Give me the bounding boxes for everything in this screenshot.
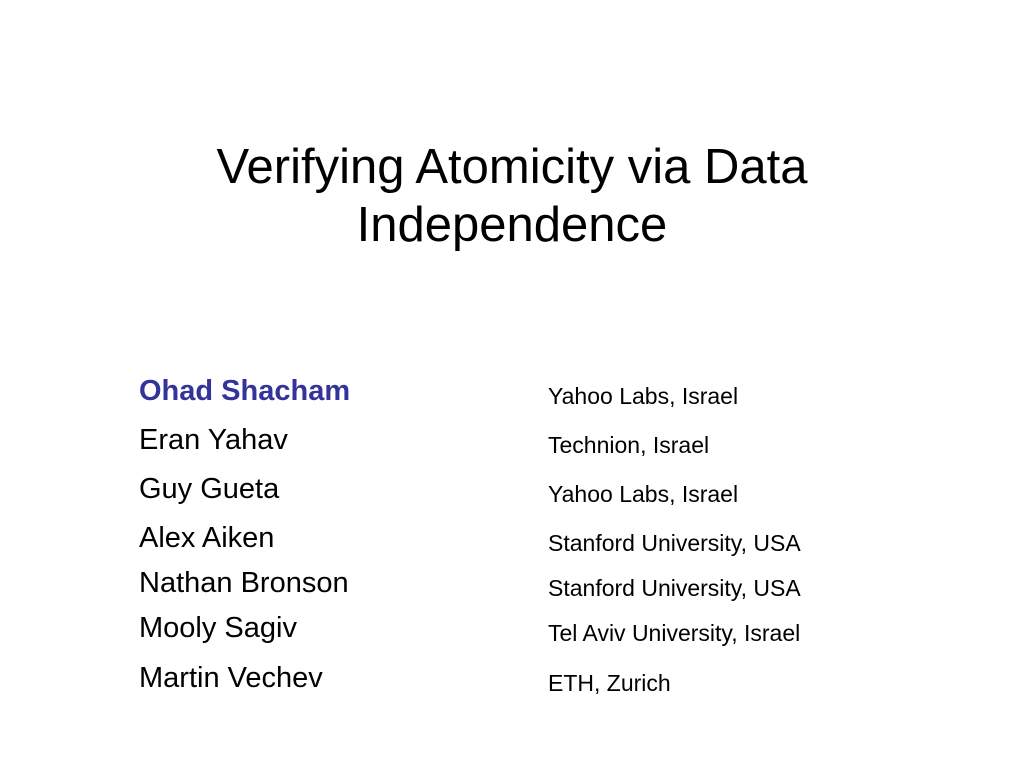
title-line-1: Verifying Atomicity via Data <box>216 140 808 194</box>
author-affiliation: Stanford University, USA <box>548 575 801 601</box>
author-row <box>139 566 899 606</box>
author-row <box>139 472 899 512</box>
author-affiliation: Stanford University, USA <box>548 530 801 556</box>
author-name: Alex Aiken <box>139 522 275 554</box>
author-row <box>139 611 899 651</box>
author-name: Nathan Bronson <box>139 567 349 599</box>
author-name: Eran Yahav <box>139 424 288 456</box>
author-affiliation: ETH, Zurich <box>548 670 671 696</box>
author-row <box>139 521 899 561</box>
author-list <box>139 0 899 768</box>
author-name: Ohad Shacham <box>139 375 351 407</box>
title-line-2: Independence <box>356 198 668 252</box>
author-affiliation: Yahoo Labs, Israel <box>548 383 739 409</box>
author-affiliation: Tel Aviv University, Israel <box>548 620 801 646</box>
author-affiliation: Technion, Israel <box>548 432 710 458</box>
author-affiliation: Yahoo Labs, Israel <box>548 481 739 507</box>
author-name: Guy Gueta <box>139 473 280 505</box>
author-row-presenter <box>139 374 899 414</box>
author-name: Martin Vechev <box>139 662 323 694</box>
author-row <box>139 661 899 701</box>
author-name: Mooly Sagiv <box>139 612 297 644</box>
author-row <box>139 423 899 463</box>
